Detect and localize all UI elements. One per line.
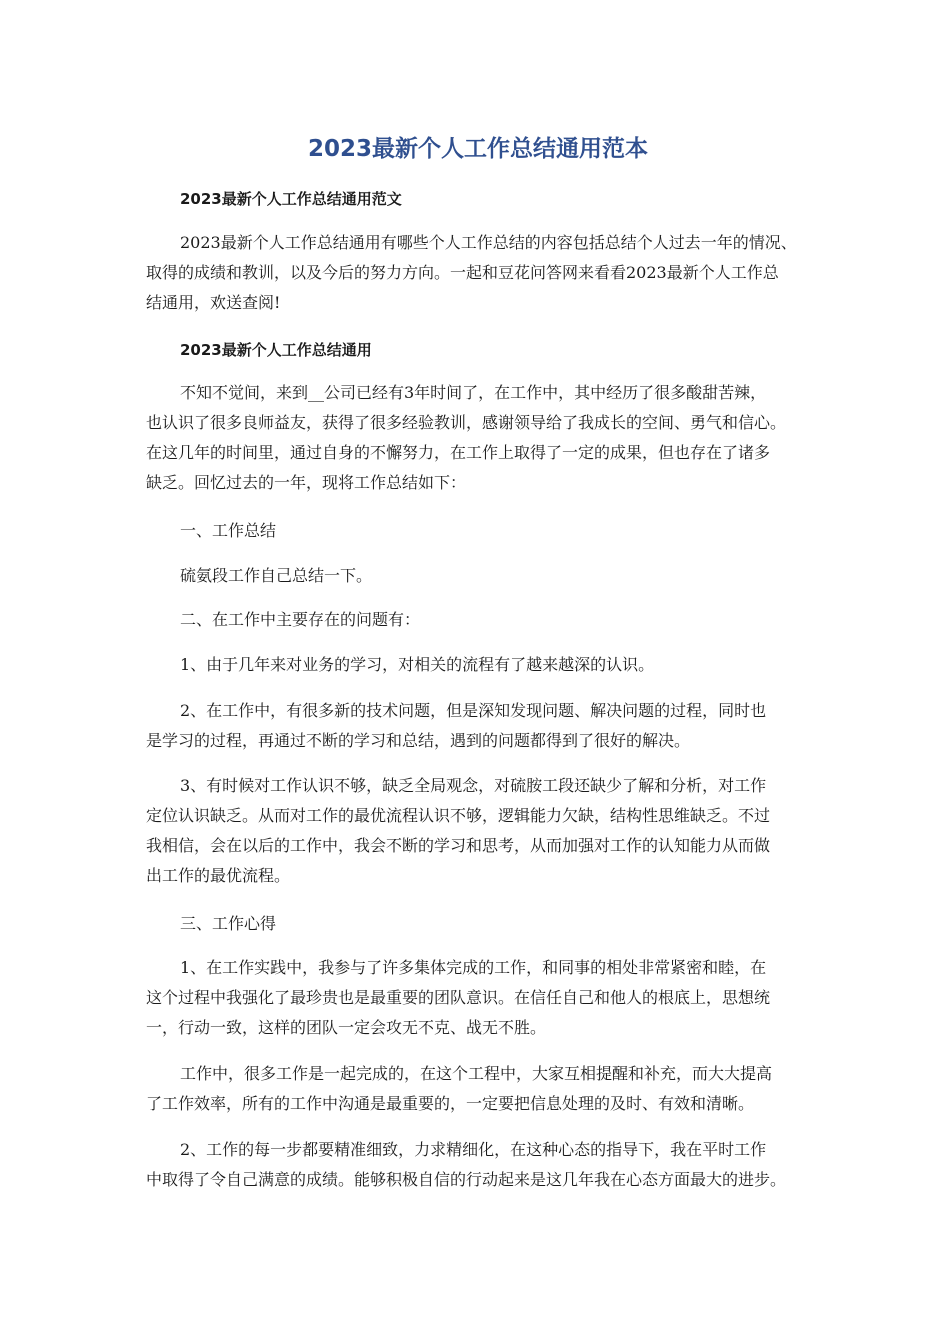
text-line: 一，行动一致，这样的团队一定会攻无不克、战无不胜。 (146, 1018, 547, 1037)
experience-item-1 (146, 953, 810, 1043)
text-line: 是学习的过程，再通过不断的学习和总结，遇到的问题都得到了很好的解决。 (146, 731, 691, 750)
text-line: 出工作的最优流程。 (146, 866, 291, 885)
intro-paragraph (146, 228, 810, 318)
text-line: 2、在工作中，有很多新的技术问题，但是深知发现问题、解决问题的过程，同时也 (180, 701, 767, 720)
problem-item-1: 1、由于几年来对业务的学习，对相关的流程有了越来越深的认识。 (180, 655, 655, 674)
text-line: 了工作效率，所有的工作中沟通是最重要的，一定要把信息处理的及时、有效和清晰。 (146, 1094, 755, 1113)
text-line: 也认识了很多良师益友，获得了很多经验教训，感谢领导给了我成长的空间、勇气和信心。 (146, 413, 787, 432)
text-line: 1、在工作实践中，我参与了许多集体完成的工作，和同事的相处非常紧密和睦，在 (180, 958, 767, 977)
experience-paragraph (146, 1059, 810, 1119)
section-heading-1: 一、工作总结 (180, 521, 277, 540)
text-line: 缺乏。回忆过去的一年，现将工作总结如下： (146, 473, 467, 492)
paragraph-intro-work (146, 378, 810, 498)
text-line: 2023最新个人工作总结通用有哪些个人工作总结的内容包括总结个人过去一年的情况、 (180, 233, 797, 252)
text-line: 结通用，欢送查阅! (146, 293, 281, 312)
section-heading-2: 二、在工作中主要存在的问题有： (180, 610, 421, 629)
text-line: 工作中，很多工作是一起完成的，在这个工程中，大家互相提醒和补充，而大大提高 (180, 1064, 773, 1083)
problem-item-2 (146, 696, 810, 756)
document-title: 2023最新个人工作总结通用范本 (307, 136, 648, 162)
text-line: 不知不觉间，来到__公司已经有3年时间了，在工作中，其中经历了很多酸甜苦辣， (180, 383, 767, 402)
experience-item-2 (146, 1135, 810, 1195)
text-line: 我相信，会在以后的工作中，我会不断的学习和思考，从而加强对工作的认知能力从而做 (146, 836, 771, 855)
subheading-tongyong: 2023最新个人工作总结通用 (180, 341, 372, 359)
problem-item-3 (146, 771, 810, 891)
text-line: 在这几年的时间里，通过自身的不懈努力，在工作上取得了一定的成果，但也存在了诸多 (146, 443, 771, 462)
text-line: 中取得了令自己满意的成绩。能够积极自信的行动起来是这几年我在心态方面最大的进步。 (146, 1170, 787, 1189)
section-1-body: 硫氨段工作自己总结一下。 (180, 566, 373, 585)
text-line: 定位认识缺乏。从而对工作的最优流程认识不够，逻辑能力欠缺，结构性思维缺乏。不过 (146, 806, 771, 825)
text-line: 2、工作的每一步都要精准细致，力求精细化，在这种心态的指导下，我在平时工作 (180, 1140, 767, 1159)
subheading-fanwen: 2023最新个人工作总结通用范文 (180, 190, 402, 208)
text-line: 取得的成绩和教训，以及今后的努力方向。一起和豆花问答网来看看2023最新个人工作总 (146, 263, 779, 282)
text-line: 3、有时候对工作认识不够，缺乏全局观念，对硫胺工段还缺少了解和分析，对工作 (180, 776, 767, 795)
text-line: 这个过程中我强化了最珍贵也是最重要的团队意识。在信任自己和他人的根底上，思想统 (146, 988, 771, 1007)
section-heading-3: 三、工作心得 (180, 914, 277, 933)
